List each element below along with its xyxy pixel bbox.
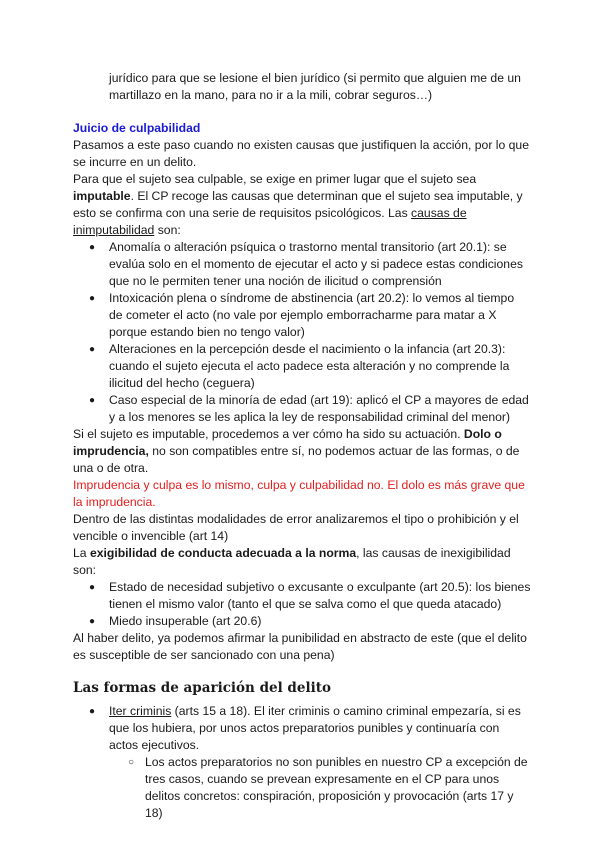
bold-term: Dolo o <box>463 427 502 441</box>
list-item: cuando el sujeto ejecuta el acto padece esta alteración y no comprende la <box>109 359 510 373</box>
list-item: Anomalía o alteración psíquica o trastorno mental transitorio (art 20.1): se <box>109 240 507 254</box>
text-span: (arts 15 a 18). El iter criminis o camino criminal empezaría, si es <box>171 704 521 718</box>
highlight-note: Imprudencia y culpa es lo mismo, culpa y culpabilidad no. El dolo es más grave que <box>73 478 525 492</box>
list-item: Intoxicación plena o síndrome de abstinencia (art 20.2): lo vemos al tiempo <box>109 291 515 305</box>
underlined-term: inimputabilidad <box>73 223 155 237</box>
text-span: Si el sujeto es imputable, procedemos a ver cómo ha sido su actuación. <box>73 427 464 441</box>
bold-term: exigibilidad de conducta adecuada a la norma <box>89 546 357 560</box>
text-line <box>73 426 502 443</box>
text-line: Pasamos a este paso cuando no existen causas que justifiquen la acción, por lo que <box>73 138 529 152</box>
text-span: La <box>73 546 90 560</box>
list-item: tienen el mismo valor (tanto el que se salva como el que queda atacado) <box>109 597 502 611</box>
sub-list-item: Los actos preparatorios no son punibles en nuestro CP a excepción de <box>145 755 528 769</box>
section-heading-formas: Las formas de aparición del delito <box>73 680 331 696</box>
bullet-icon: ● <box>89 344 96 355</box>
text-span: esto se confirma con una serie de requisitos psicológicos. Las <box>73 206 412 220</box>
section-heading-culpabilidad: Juicio de culpabilidad <box>73 121 201 135</box>
sub-list-item: delitos concretos: conspiración, proposición y provocación (arts 17 y <box>145 789 514 803</box>
bullet-icon: ● <box>89 616 96 627</box>
bullet-icon: ● <box>89 293 96 304</box>
list-item: Estado de necesidad subjetivo o excusante o exculpante (art 20.5): los bienes <box>109 580 531 594</box>
text-line: se incurre en un delito. <box>73 155 197 169</box>
list-item: que los hubiera, por unos actos preparatorios punibles y continuaría con <box>109 721 500 735</box>
text-line: es susceptible de ser sancionado con una pena) <box>73 648 335 662</box>
list-item: y a los menores se les aplica la ley de responsabilidad criminal del menor) <box>109 410 511 424</box>
sub-list-item: 18) <box>145 806 163 820</box>
text-line <box>73 222 181 239</box>
list-item: Caso especial de la minoría de edad (art 19): aplicó el CP a mayores de edad <box>109 393 529 407</box>
bold-term: imputable <box>73 189 131 203</box>
list-item: que no le permiten tener una noción de ilicitud o comprensión <box>109 274 442 288</box>
sub-bullet-icon: ○ <box>128 757 135 768</box>
text-line: Al haber delito, ya podemos afirmar la punibilidad en abstracto de este (que el delito <box>73 631 527 645</box>
list-item: ilicitud del hecho (ceguera) <box>109 376 255 390</box>
sub-list-item: tres casos, cuando se prevean expresamente en el CP para unos <box>145 772 500 786</box>
underlined-term: Iter criminis <box>109 704 172 718</box>
text-line <box>73 443 519 460</box>
list-item: de cometer el acto (no vale por ejemplo emborracharme para matar a X <box>109 308 497 322</box>
list-item: Miedo insuperable (art 20.6) <box>109 614 262 628</box>
text-span: , las causas de inexigibilidad <box>356 546 511 560</box>
text-line: son: <box>73 563 97 577</box>
text-line <box>73 205 467 222</box>
list-item: evalúa solo en el momento de ejecutar el acto y si padece estas condiciones <box>109 257 523 271</box>
text-line <box>73 545 511 562</box>
highlight-note: la imprudencia. <box>73 495 156 509</box>
text-line: martillazo en la mano, para no ir a la mili, cobrar seguros…) <box>109 88 433 102</box>
bullet-icon: ● <box>89 582 96 593</box>
text-line: Dentro de las distintas modalidades de error analizaremos el tipo o prohibición y el <box>73 512 519 526</box>
list-item: Alteraciones en la percepción desde el nacimiento o la infancia (art 20.3): <box>109 342 506 356</box>
bullet-icon: ● <box>89 242 96 253</box>
text-line: vencible o invencible (art 14) <box>73 529 229 543</box>
text-line: una o de otra. <box>73 461 149 475</box>
bullet-icon: ● <box>89 395 96 406</box>
list-item: actos ejecutivos. <box>109 738 200 752</box>
text-span: son: <box>154 223 181 237</box>
text-span: . El CP recoge las causas que determinan que el sujeto sea imputable, y <box>130 189 523 203</box>
text-span: no son compatibles entre sí, no podemos actuar de las formas, o de <box>148 444 520 458</box>
text-line: jurídico para que se lesione el bien jurídico (si permito que alguien me de un <box>109 71 521 85</box>
text-line <box>73 188 523 205</box>
underlined-term: causas de <box>411 206 467 220</box>
text-line: Para que el sujeto sea culpable, se exige en primer lugar que el sujeto sea <box>73 172 477 186</box>
list-item: porque estando bien no tengo valor) <box>109 325 305 339</box>
list-item <box>109 703 521 720</box>
bold-term: imprudencia, <box>73 444 149 458</box>
bullet-icon: ● <box>89 706 96 717</box>
